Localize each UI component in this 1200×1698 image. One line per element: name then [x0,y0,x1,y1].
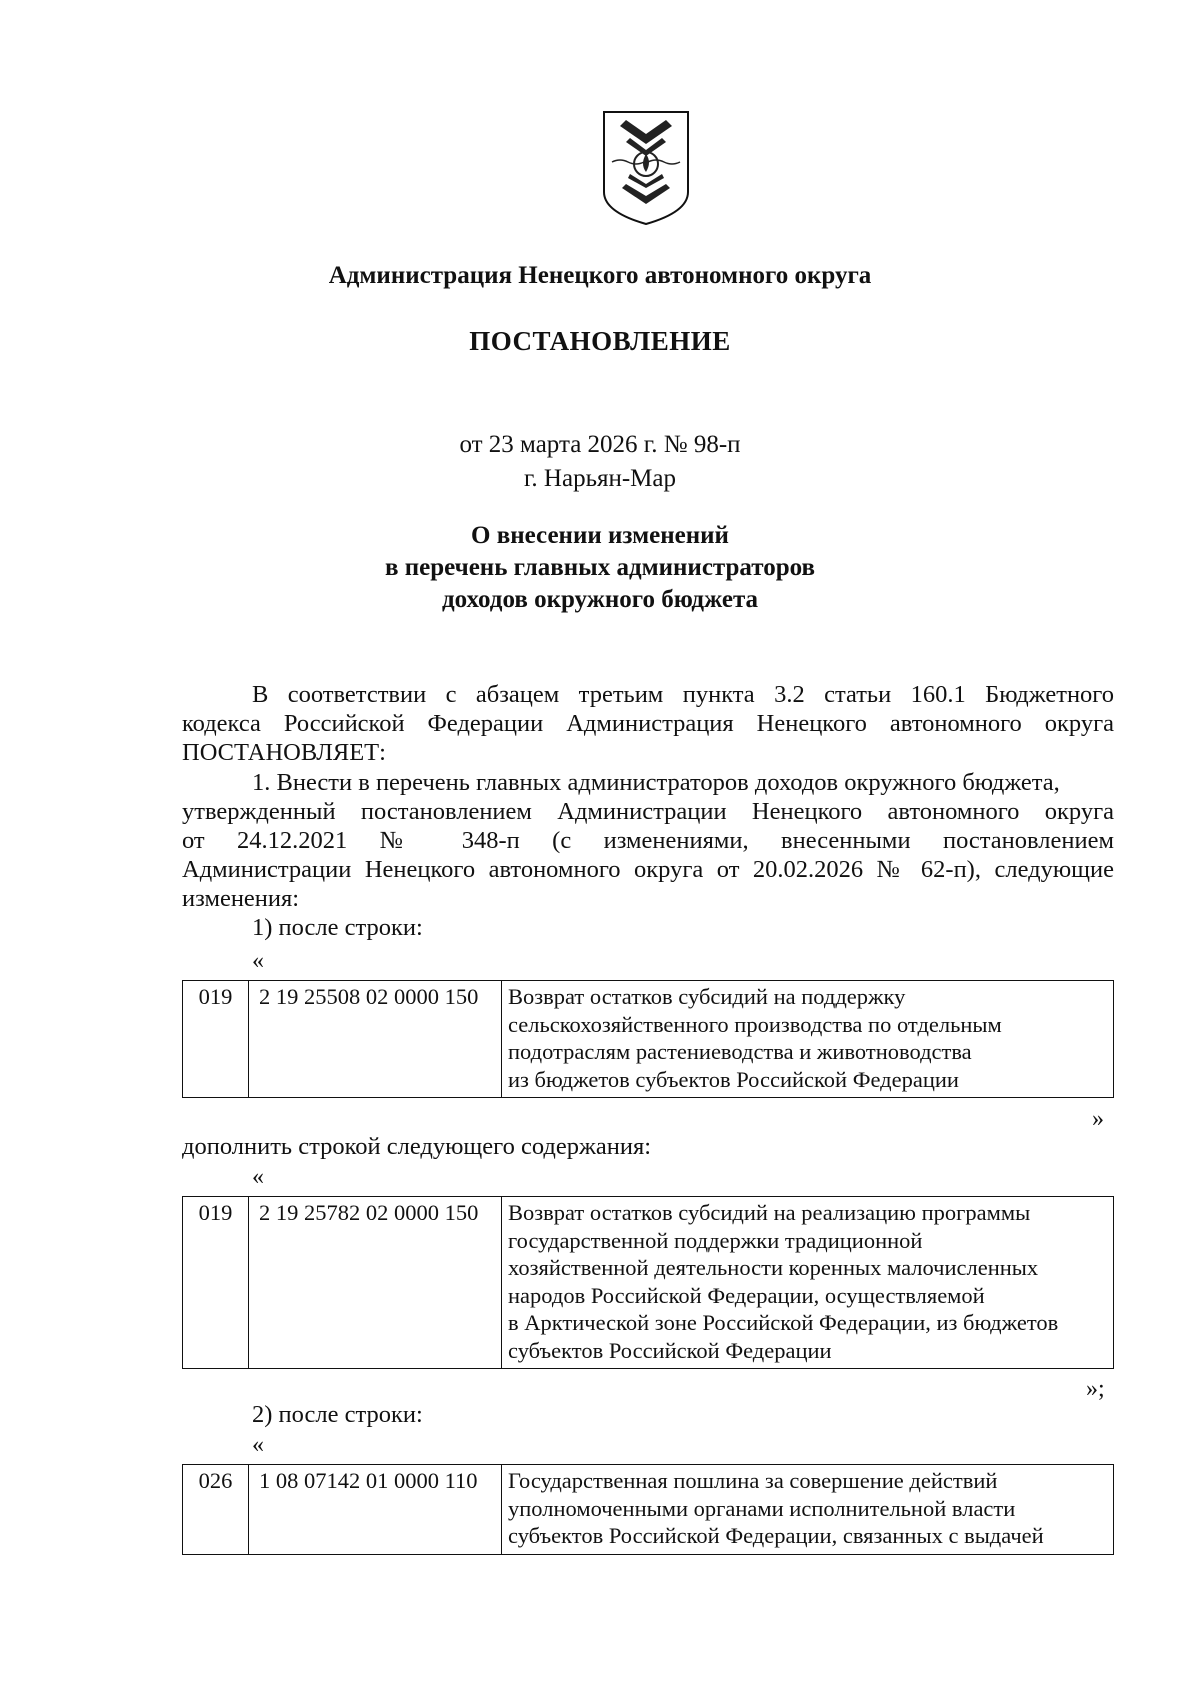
revenue-name-line: народов Российской Федерации, осуществляемой [508,1282,985,1308]
table-row [183,981,1114,1098]
preamble-line-1: В соответствии с абзацем третьим пункта 3.2 статьи 160.1 Бюджетного [252,681,1114,708]
sub-item-2: 2) после строки: [252,1401,423,1428]
preamble-paragraph [182,680,1114,767]
sub-item-2-paragraph [182,1400,1114,1429]
quote-close-1: » [1092,1106,1104,1132]
revenue-name-line: уполномоченными органами исполнительной власти [508,1495,1016,1521]
admin-code-cell: 019 [183,981,249,1098]
admin-code-cell: 019 [183,1197,249,1369]
date-number-block [0,428,1200,496]
revenue-name-line: в Арктической зоне Российской Федерации, из бюджетов [508,1310,1059,1335]
quote-open-1: « [252,948,264,974]
sub-item-1: 1) после строки: [252,914,423,941]
revenue-name-line: Возврат остатков субсидий на реализацию программы [508,1200,1031,1225]
add-line-paragraph: дополнить строкой следующего содержания: [182,1133,652,1160]
revenue-name-line: Возврат остатков субсидий на поддержку [508,984,906,1009]
table-row [183,1197,1114,1369]
date-number: от 23 марта 2026 г. № 98-п [459,431,741,458]
table-existing-row-2 [182,1464,1114,1555]
subject-heading [0,520,1200,616]
document-type-title: ПОСТАНОВЛЕНИЕ [469,326,731,356]
quote-close-2: »; [1086,1376,1105,1402]
subject-line-1: О внесении изменений [471,522,729,549]
city: г. Нарьян-Мар [523,465,676,492]
table-row [183,1465,1114,1555]
admin-code-cell: 026 [183,1465,249,1555]
revenue-name-cell [502,1465,1114,1555]
item-1-line-1: 1. Внести в перечень главных администраторов доходов окружного бюджета, [252,769,1060,796]
subject-line-3: доходов окружного бюджета [441,586,759,613]
revenue-name-line: государственной поддержки традиционной [508,1227,923,1253]
preamble-line-3: ПОСТАНОВЛЯЕТ: [182,739,386,766]
revenue-name-cell [502,1197,1114,1369]
item-1-line-3: от 24.12.2021 № 348-п (с изменениями, внесенными постановлением [182,827,1114,854]
kbk-code-cell: 2 19 25782 02 0000 150 [249,1197,502,1369]
item-1-line-5: изменения: [182,885,300,912]
item-1-line-2: утвержденный постановлением Администрации Ненецкого автономного округа [182,798,1114,825]
revenue-name-line: хозяйственной деятельности коренных малочисленных [508,1255,1039,1280]
kbk-code-cell: 2 19 25508 02 0000 150 [249,981,502,1098]
organization-title: Администрация Ненецкого автономного округа [328,262,872,289]
preamble-line-2: кодекса Российской Федерации Администрация Ненецкого автономного округа [182,710,1114,737]
revenue-name-line: субъектов Российской Федерации [508,1337,832,1363]
table-existing-row-1 [182,980,1114,1098]
quote-open-3: « [252,1432,264,1458]
table-new-row [182,1196,1114,1369]
revenue-name-line: субъектов Российской Федерации, связанных с выдачей [508,1523,1044,1548]
item-1-paragraph [182,768,1114,942]
revenue-name-line: подотраслям растениеводства и животноводства [508,1039,972,1064]
revenue-name-line: сельскохозяйственного производства по отдельным [508,1011,1002,1037]
item-1-line-4: Администрации Ненецкого автономного округа от 20.02.2026 № 62-п), следующие [182,856,1114,883]
revenue-name-line: из бюджетов субъектов Российской Федерации [508,1066,959,1092]
revenue-name-line: Государственная пошлина за совершение действий [508,1468,998,1493]
revenue-name-cell [502,981,1114,1098]
coat-of-arms-emblem [600,108,692,226]
kbk-code-cell: 1 08 07142 01 0000 110 [249,1465,502,1555]
subject-line-2: в перечень главных администраторов [384,554,816,581]
quote-open-2: « [252,1164,264,1190]
